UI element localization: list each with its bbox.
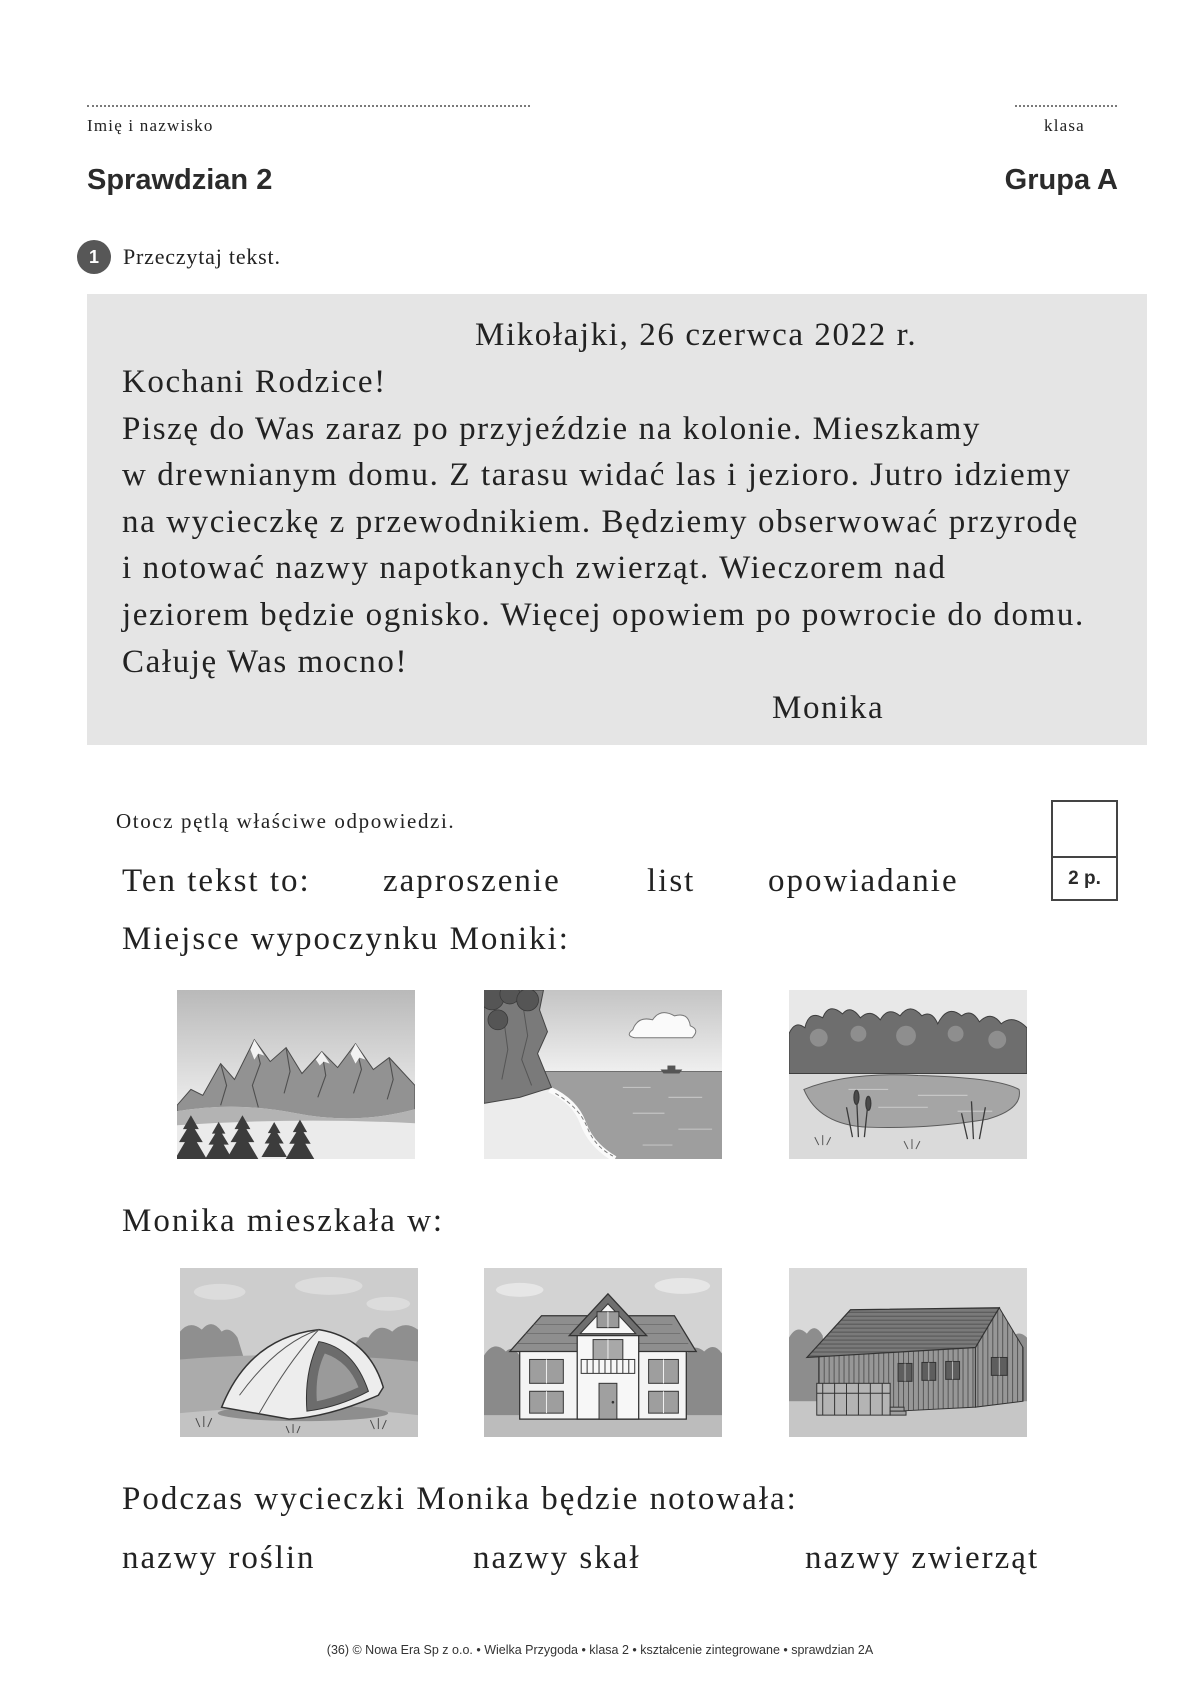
answer-option-plants[interactable]: nazwy roślin [122,1540,316,1576]
points-label: 2 p. [1068,868,1101,889]
page-footer: (36) © Nowa Era Sp z o.o. • Wielka Przygoda • klasa 2 • kształcenie zintegrowane • sprawdzian 2A [326,1643,874,1657]
task-instruction: Przeczytaj tekst. [123,244,281,269]
mountains-illustration [177,990,415,1159]
score-field[interactable] [1053,802,1116,858]
name-field[interactable] [87,105,530,107]
front-door [599,1383,617,1419]
letter-line: Piszę do Was zaraz po przyjeździe na kolonie. Mieszkamy [122,410,982,447]
letter-line: jeziorem będzie ognisko. Więcej opowiem po powrocie do domu. [122,596,1085,633]
lake [804,1075,1020,1128]
class-label: klasa [1044,116,1085,135]
letter-body [122,359,1085,685]
letter-line: na wycieczkę z przewodnikiem. Będziemy obserwować przyrodę [122,503,1079,540]
letter-date: Mikołajki, 26 czerwca 2022 r. [475,317,918,353]
letter-line: i notować nazwy napotkanych zwierząt. Wieczorem nad [122,550,947,587]
lake-illustration [789,990,1027,1159]
seaside-illustration [484,990,722,1159]
question-4-prompt: Podczas wycieczki Monika będzie notowała: [122,1481,798,1517]
group-label: Grupa A [1004,164,1118,196]
tent-illustration [180,1268,418,1437]
answer-option-story[interactable]: opowiadanie [768,863,959,899]
letter-signature: Monika [772,690,885,726]
house-image[interactable] [484,1268,722,1437]
answer-option-invitation[interactable]: zaproszenie [383,863,561,899]
lake-image[interactable] [789,990,1027,1159]
letter-line: Kochani Rodzice! [122,364,387,400]
mountains-image[interactable] [177,990,415,1159]
letter-line: w drewnianym domu. Z tarasu widać las i jezioro. Jutro idziemy [122,457,1072,494]
question-1-prompt: Ten tekst to: [122,863,311,899]
house-illustration [484,1268,722,1437]
task-number-badge: 1 [77,240,111,274]
answer-option-animals[interactable]: nazwy zwierząt [805,1540,1040,1576]
letter-line: Całuję Was mocno! [122,643,409,680]
exercise-instruction: Otocz pętlą właściwe odpowiedzi. [116,809,456,833]
class-field[interactable] [1015,105,1117,107]
wooden-cabin-illustration [789,1268,1027,1437]
answer-option-letter[interactable]: list [647,863,696,899]
score-box [1051,800,1118,901]
name-label: Imię i nazwisko [87,116,214,135]
tent-image[interactable] [180,1268,418,1437]
answer-option-rocks[interactable]: nazwy skał [473,1540,641,1576]
balcony [581,1359,635,1373]
seaside-image[interactable] [484,990,722,1159]
question-3-prompt: Monika mieszkała w: [122,1203,445,1239]
page-title: Sprawdzian 2 [87,164,273,196]
question-2-prompt: Miejsce wypoczynku Moniki: [122,921,570,957]
wooden-cabin-image[interactable] [789,1268,1027,1437]
